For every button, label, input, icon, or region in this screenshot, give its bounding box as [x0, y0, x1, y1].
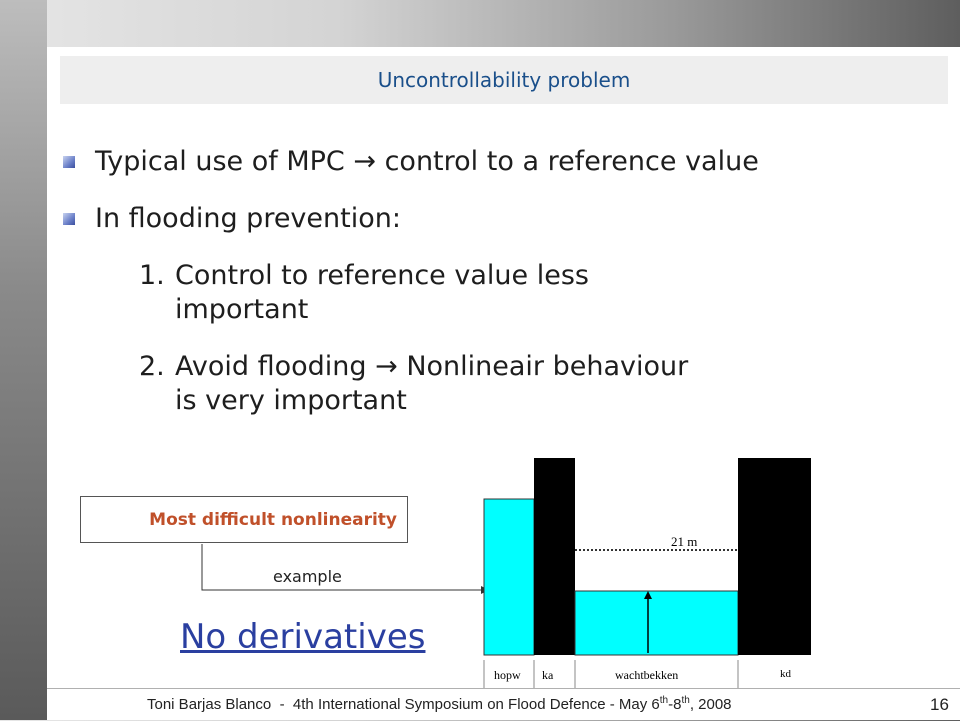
ka-wall: [534, 458, 575, 655]
footer-citation: [147, 695, 732, 713]
slide: [47, 47, 960, 720]
label-kd: kd: [780, 668, 791, 680]
numbered-item-2-number: 2.: [139, 351, 165, 382]
footer-event: 4th International Symposium on Flood Defence - May 6: [292, 696, 660, 713]
footer-sup1: th: [659, 695, 669, 706]
wachtbekken-water: [575, 591, 738, 655]
callout-text: Most difficult nonlinearity: [149, 509, 397, 530]
footer-year: , 2008: [689, 696, 732, 713]
numbered-item-2-line2: is very important: [175, 385, 407, 416]
footer: [47, 688, 960, 721]
footer-sup2: th: [681, 695, 690, 706]
level-label: 21 m: [671, 534, 698, 549]
left-gradient-bar: [0, 0, 47, 720]
hopw-water: [484, 499, 534, 655]
slide-title-text: Uncontrollability problem: [377, 68, 631, 92]
label-wachtbekken: wachtbekken: [615, 668, 679, 682]
numbered-item-2-line1: Avoid flooding → Nonlineair behaviour: [175, 351, 689, 382]
numbered-item-1-line2: important: [175, 294, 309, 325]
numbered-item-1-line1: Control to reference value less: [175, 260, 589, 291]
connector-line: [202, 544, 481, 590]
label-ka: ka: [542, 668, 554, 682]
no-derivatives-link[interactable]: No derivatives: [180, 617, 426, 657]
example-label: example: [273, 567, 342, 586]
footer-separator: -: [279, 696, 285, 713]
kd-wall: [738, 458, 811, 655]
footer-author: Toni Barjas Blanco: [147, 696, 272, 713]
bullet-mpc-text: Typical use of MPC → control to a reference value: [95, 146, 759, 177]
reservoir-diagram: [47, 47, 960, 720]
numbered-item-1-number: 1.: [139, 260, 165, 291]
label-hopw: hopw: [494, 668, 521, 682]
bullet-flooding-text: In flooding prevention:: [95, 203, 401, 234]
page-number: 16: [930, 695, 949, 714]
footer-mid: -8: [668, 696, 682, 713]
